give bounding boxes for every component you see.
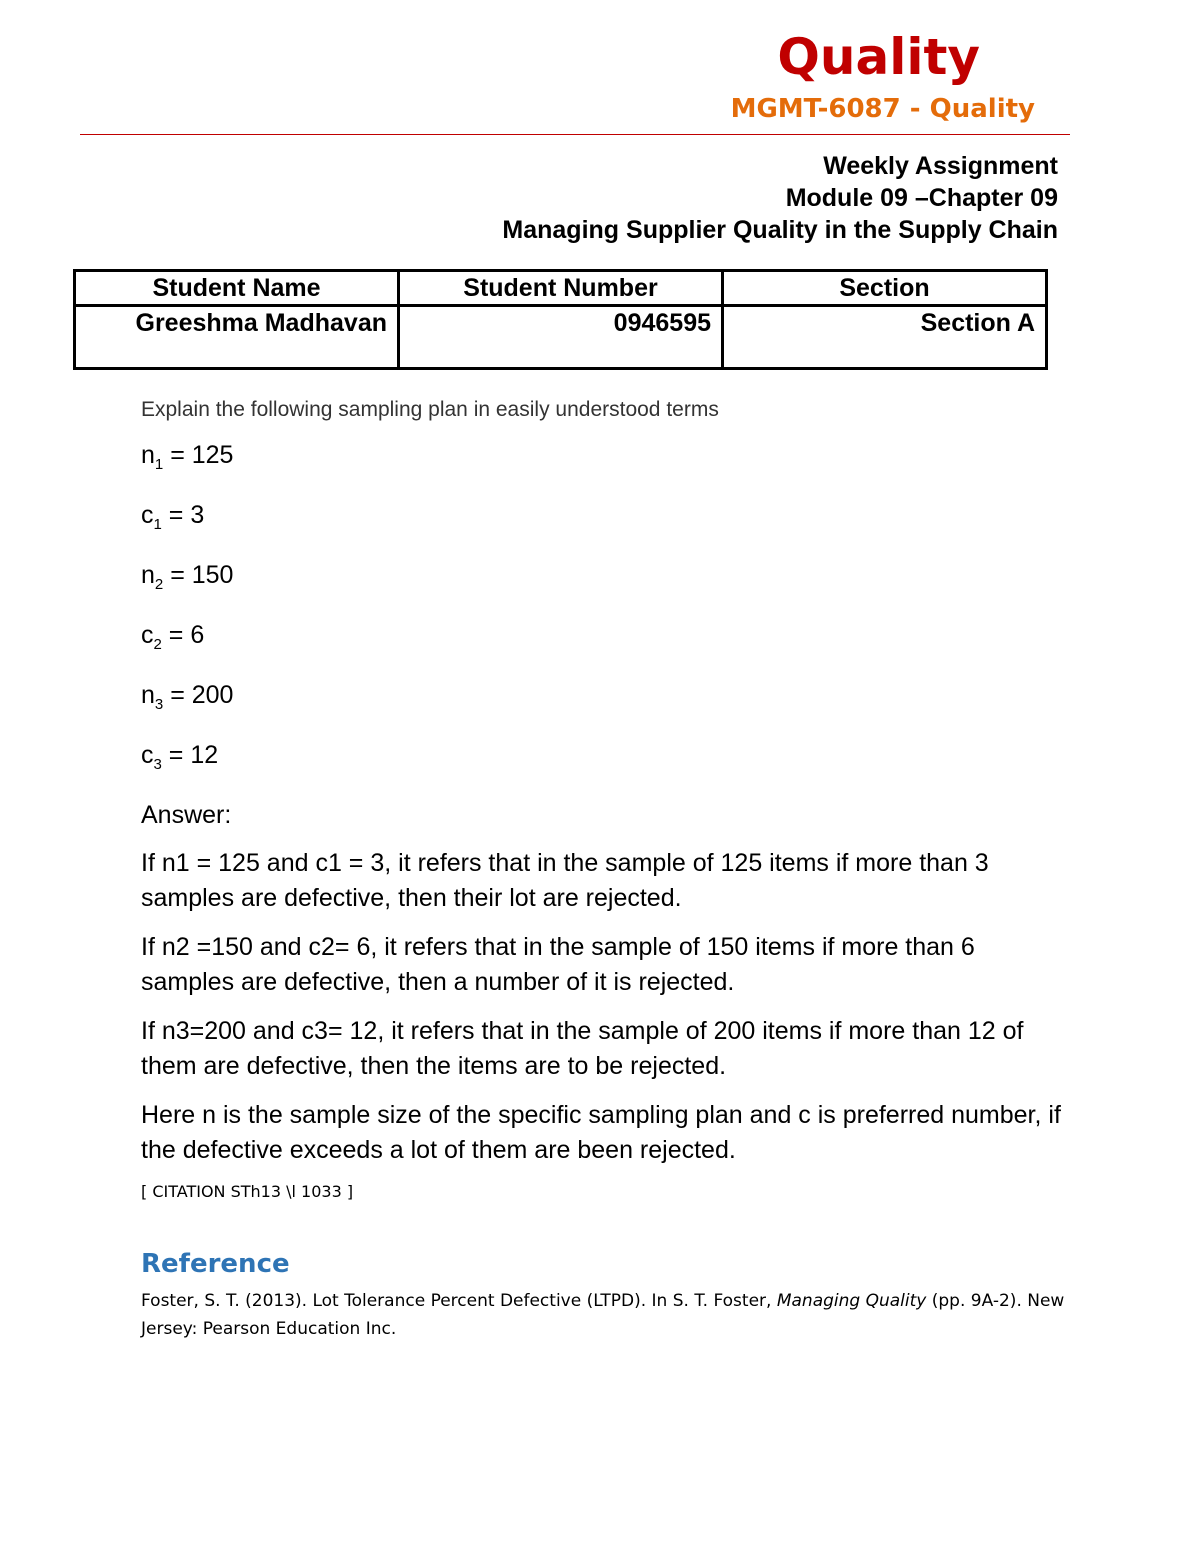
reference-entry: [141, 1287, 1071, 1343]
document-brand-title: Quality: [777, 28, 980, 86]
citation-field: [ CITATION STh13 \l 1033 ]: [141, 1182, 354, 1201]
equation-subscript: 1: [154, 456, 164, 473]
equation-subscript: 1: [153, 516, 162, 533]
cell-student-number: 0946595: [399, 306, 723, 369]
reference-text-start: Foster, S. T. (2013). Lot Tolerance Percent Defective (LTPD). In S. T. Foster,: [141, 1291, 777, 1311]
course-code-subtitle: MGMT-6087 - Quality: [730, 94, 1035, 124]
equation-value: = 125: [163, 441, 234, 469]
main-content: [141, 398, 1071, 1343]
equation-value: = 6: [161, 621, 205, 649]
equation-subscript: 3: [154, 696, 164, 713]
header-student-name: Student Name: [75, 271, 399, 306]
equation-subscript: 2: [154, 576, 164, 593]
answer-paragraph: If n1 = 125 and c1 = 3, it refers that in the sample of 125 items if more than 3 samples are defective, then their lot are rejected.: [141, 849, 989, 912]
equation-c2: [141, 620, 1071, 660]
equation-n1: [141, 440, 1071, 480]
equation-variable: c: [141, 741, 154, 769]
heading-line-topic: Managing Supplier Quality in the Supply Chain: [502, 216, 1058, 244]
cell-section: Section A: [723, 306, 1047, 369]
equation-n2: [141, 560, 1071, 600]
header-divider: [80, 134, 1070, 135]
equation-subscript: 3: [153, 756, 162, 773]
equation-n3: [141, 680, 1071, 720]
heading-line-weekly: Weekly Assignment: [823, 152, 1058, 180]
student-info-table: [73, 269, 1048, 370]
header-student-number: Student Number: [399, 271, 723, 306]
answer-paragraph: Here n is the sample size of the specific sampling plan and c is preferred number, if the defective exceeds a lot of them are been rejected.: [141, 1101, 1061, 1164]
equation-value: = 150: [163, 561, 234, 589]
equation-value: = 200: [163, 681, 234, 709]
equation-subscript: 2: [153, 636, 162, 653]
equation-variable: c: [141, 621, 154, 649]
reference-text-end: (pp. 9A-2). New Jersey: Pearson Education Inc.: [141, 1291, 1065, 1339]
equation-variable: n: [141, 561, 155, 589]
header-section: Section: [723, 271, 1047, 306]
answer-label: Answer:: [141, 801, 232, 829]
question-prompt: Explain the following sampling plan in easily understood terms: [141, 398, 719, 421]
reference-book-title: Managing Quality: [776, 1291, 927, 1311]
answer-paragraph: If n2 =150 and c2= 6, it refers that in the sample of 150 items if more than 6 samples are defective, then a number of it is rejected.: [141, 933, 975, 996]
equation-value: = 12: [161, 741, 219, 769]
equation-c3: [141, 740, 1071, 780]
equation-variable: n: [141, 681, 155, 709]
table-header-row: [75, 271, 1047, 306]
assignment-heading: [502, 150, 1058, 246]
answer-paragraph: If n3=200 and c3= 12, it refers that in the sample of 200 items if more than 12 of them are defective, then the items are to be rejected.: [141, 1017, 1024, 1080]
reference-heading: Reference: [141, 1249, 290, 1279]
cell-student-name: Greeshma Madhavan: [75, 306, 399, 369]
equation-c1: [141, 500, 1071, 540]
equation-variable: c: [141, 501, 154, 529]
heading-line-module: Module 09 –Chapter 09: [785, 184, 1058, 212]
equation-variable: n: [141, 441, 155, 469]
equation-value: = 3: [161, 501, 205, 529]
table-row: [75, 306, 1047, 369]
